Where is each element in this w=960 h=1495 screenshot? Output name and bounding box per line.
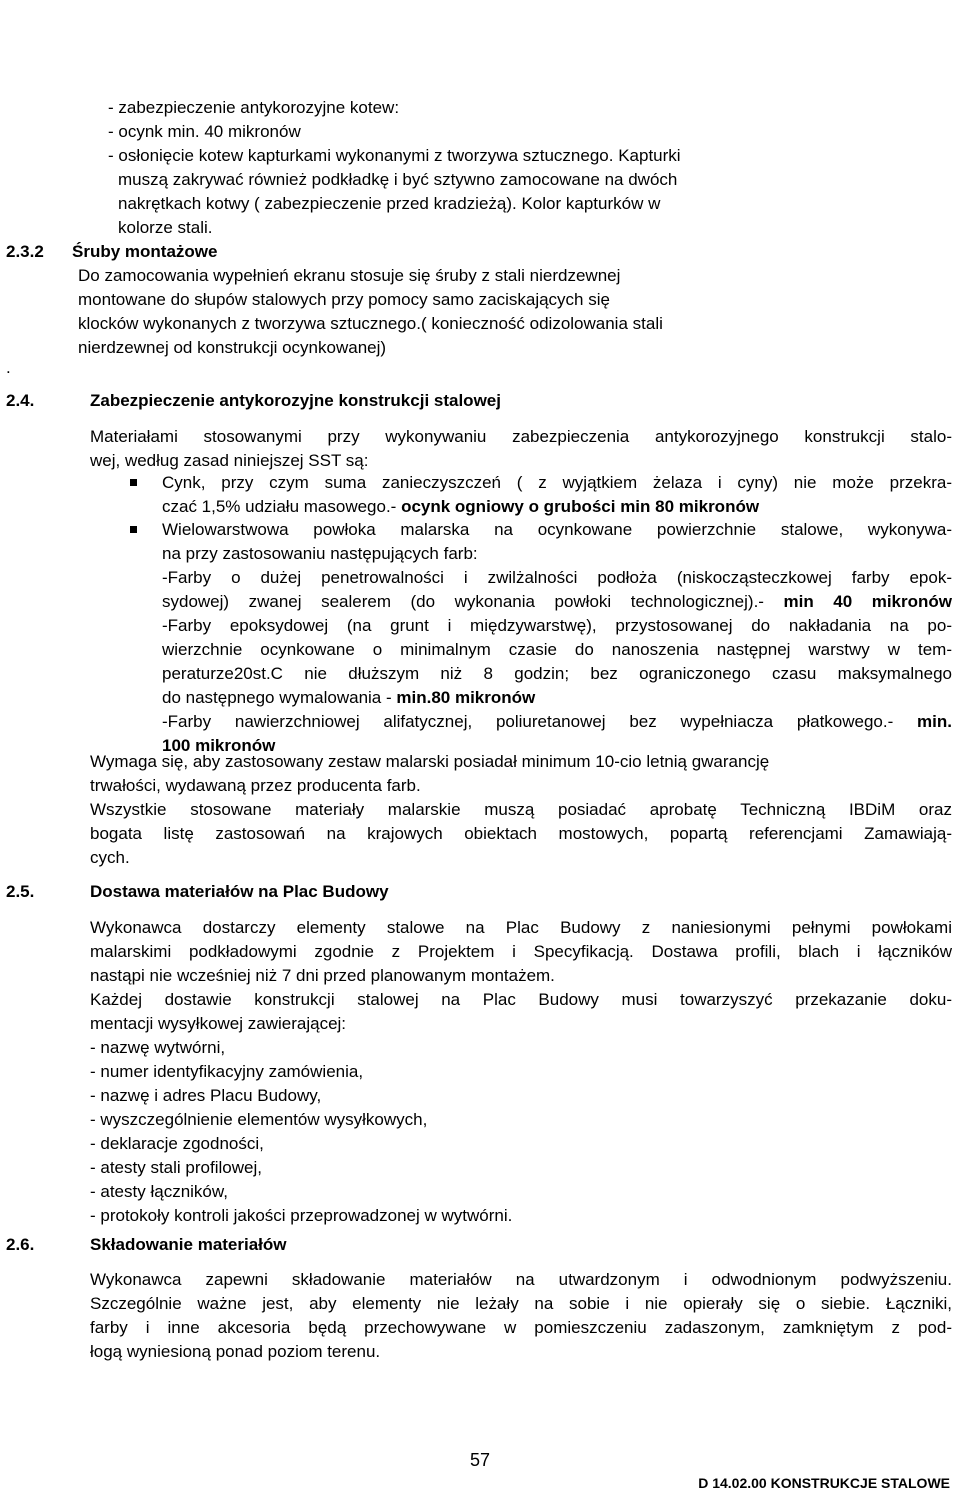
list-item: - zabezpieczenie antykorozyjne kotew: — [108, 98, 400, 117]
text-normal: sydowej) zwanej sealerem (do wykonania powłoki technologicznej).- — [162, 592, 784, 611]
text-normal: do następnego wymalowania - — [162, 688, 397, 707]
paragraph-line: farby i inne akcesoria będą przechowywane w pomieszczeniu zadaszonym, zamkniętym z pod- — [90, 1318, 952, 1337]
section-number-26: 2.6. — [6, 1235, 35, 1254]
s25-p1 — [90, 916, 952, 1036]
paragraph-line: Każdej dostawie konstrukcji stalowej na Plac Budowy musi towarzyszyć przekazanie doku- — [90, 990, 952, 1009]
paragraph-line: Wykonawca zapewni składowanie materiałów na utwardzonym i odwodnionym podwyższeniu. — [90, 1270, 952, 1289]
paragraph-line: łogą wyniesioną ponad poziom terenu. — [90, 1342, 381, 1361]
list-item: - ocynk min. 40 mikronów — [108, 122, 301, 141]
text-normal: -Farby nawierzchniowej alifatycznej, poliuretanowej bez wypełniacza płatkowego.- — [162, 712, 918, 731]
paragraph-line: mentacji wysyłkowej zawierającej: — [90, 1014, 347, 1033]
text-normal: czać 1,5% udziału masowego.- — [162, 497, 402, 516]
paragraph-line — [162, 710, 952, 734]
s26-p — [90, 1268, 952, 1364]
square-bullet-icon — [130, 526, 137, 533]
text-bold: min. — [917, 712, 952, 731]
list-item: - atesty łączników, — [90, 1182, 228, 1201]
paragraph-line: Wymaga się, aby zastosowany zestaw malarski posiadał minimum 10-cio letnią gwarancję — [90, 752, 770, 771]
bullet-2-text — [162, 518, 952, 758]
paragraph-line: Wykonawca dostarczy elementy stalowe na Plac Budowy z naniesionymi pełnymi powłokami — [90, 918, 952, 937]
text-bold: min 40 mikronów — [783, 592, 952, 611]
list-item: - protokoły kontroli jakości przeprowadzonej w wytwórni. — [90, 1206, 513, 1225]
paragraph-line: bogata listę zastosowań na krajowych obiektach mostowych, popartą referencjami Zamawiają- — [90, 824, 952, 843]
section-title-232: Śruby montażowe — [72, 242, 218, 261]
paragraph-line — [162, 495, 952, 519]
section-title-24: Zabezpieczenie antykorozyjne konstrukcji stalowej — [90, 391, 501, 410]
paragraph-line: -Farby o dużej penetrowalności i zwilżalności podłoża (niskocząsteczkowej farby epok- — [162, 568, 952, 587]
stray-dot: . — [6, 358, 11, 377]
list-item: - numer identyfikacyjny zamówienia, — [90, 1062, 364, 1081]
bullet-1-text — [162, 471, 952, 519]
paragraph-line: nastąpi nie wcześniej niż 7 dni przed planowanym montażem. — [90, 966, 555, 985]
header-line-2: Zadanie I: granica województwa podlaskiego – Gawrychy od km 25 + 320 do km 31 + 998 — [141, 25, 819, 44]
paragraph-line: klocków wykonanych z tworzywa sztucznego.( konieczność odizolowania stali — [78, 314, 663, 333]
header-line-1: Budowa i rozbudowa drogi wojewódzkiej nr 645 — [300, 2, 660, 21]
document-code: D 14.02.00 KONSTRUKCJE STALOWE — [698, 1475, 950, 1491]
section-number-24: 2.4. — [6, 391, 35, 410]
list-item: nakrętkach kotwy ( zabezpieczenie przed kradzieżą). Kolor kapturków w — [118, 194, 661, 213]
text-bold: min.80 mikronów — [396, 688, 536, 707]
paragraph-line — [162, 686, 952, 710]
section-title-26: Składowanie materiałów — [90, 1235, 287, 1254]
paragraph-line: na przy zastosowaniu następujących farb: — [162, 544, 478, 563]
paragraph-line: Materiałami stosowanymi przy wykonywaniu zabezpieczenia antykorozyjnego konstrukcji stalo- — [90, 427, 952, 446]
list-item: - nazwę i adres Placu Budowy, — [90, 1086, 322, 1105]
paragraph-line: Wszystkie stosowane materiały malarskie muszą posiadać aprobatę Techniczną IBDiM oraz — [90, 800, 952, 819]
text-bold: ocynk ogniowy o grubości min 80 mikronów — [401, 497, 760, 516]
section-number-25: 2.5. — [6, 882, 35, 901]
paragraph-line — [162, 590, 952, 614]
paragraph-line: peraturze20st.C nie dłuższym niż 8 godzin; bez ograniczonego czasu maksymalnego — [162, 664, 952, 683]
section-number-232: 2.3.2 — [6, 242, 44, 261]
square-bullet-icon — [130, 479, 137, 486]
section-title-25: Dostawa materiałów na Plac Budowy — [90, 882, 389, 901]
list-item: - nazwę wytwórni, — [90, 1038, 226, 1057]
paragraph-line: Wielowarstwowa powłoka malarska na ocynkowane powierzchnie stalowe, wykonywa- — [162, 520, 952, 539]
paragraph-line: cych. — [90, 848, 130, 867]
list-item: - wyszczególnienie elementów wysyłkowych, — [90, 1110, 428, 1129]
paragraph-line: wierzchnie ocynkowane o minimalnym czasie do nanoszenia następnej warstwy w tem- — [162, 640, 952, 659]
page-number: 57 — [469, 1450, 491, 1470]
s24-outro — [90, 750, 952, 870]
paragraph-line: nierdzewnej od konstrukcji ocynkowanej) — [78, 338, 387, 357]
paragraph-line: Szczególnie ważne jest, aby elementy nie leżały na sobie i nie opierały się o siebie. Łączniki, — [90, 1294, 952, 1313]
list-item: - atesty stali profilowej, — [90, 1158, 262, 1177]
paragraph-line: wej, według zasad niniejszej SST są: — [90, 451, 369, 470]
list-item: kolorze stali. — [118, 218, 213, 237]
list-item: muszą zakrywać również podkładkę i być sztywno zamocowane na dwóch — [118, 170, 678, 189]
list-item: - deklaracje zgodności, — [90, 1134, 264, 1153]
paragraph-line: -Farby epoksydowej (na grunt i międzywarstwę), przystosowanej do nakładania na po- — [162, 616, 952, 635]
paragraph-line: Do zamocowania wypełnień ekranu stosuje się śruby z stali nierdzewnej — [78, 266, 621, 285]
paragraph-line: Cynk, przy czym suma zanieczyszczeń ( z wyjątkiem żelaza i cyny) nie może przekra- — [162, 473, 952, 492]
paragraph-line: malarskimi podkładowymi zgodnie z Projektem i Specyfikacją. Dostawa profili, blach i łączników — [90, 942, 952, 961]
paragraph-line: trwałości, wydawaną przez producenta farb. — [90, 776, 421, 795]
paragraph-line: 100 mikronów — [162, 736, 276, 755]
list-item: - osłonięcie kotew kapturkami wykonanymi z tworzywa sztucznego. Kapturki — [108, 146, 681, 165]
header-line-3: Specyfikacje Techniczne — [380, 48, 580, 67]
s24-intro — [90, 425, 952, 473]
paragraph-line: montowane do słupów stalowych przy pomocy samo zaciskających się — [78, 290, 610, 309]
